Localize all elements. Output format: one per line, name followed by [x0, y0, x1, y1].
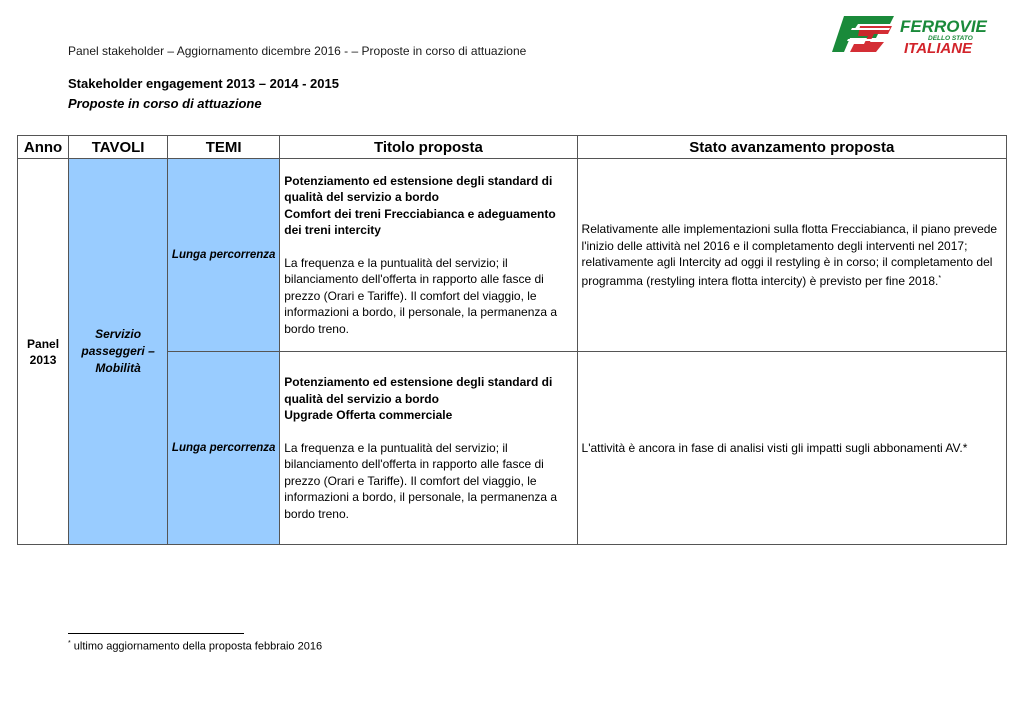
stato-text: Relativamente alle implementazioni sulla flotta Frecciabianca, il piano prevede l'inizio delle attività nel 2016 e il completamento degli interventi nel 2017; relativamente agli Intercity ad oggi il restyling è in corso; il completamento del programma (restyling intera flotta intercity) è previsto per fine 2018. [581, 222, 998, 288]
stato-text: L'attività è ancora in fase di analisi visti gli impatti sugli abbonamenti AV.* [581, 440, 968, 455]
running-header: Panel stakeholder – Aggiornamento dicembre 2016 - – Proposte in corso di attuazione [68, 44, 527, 58]
titolo-description: La frequenza e la puntualità del servizio; il bilanciamento dell'offerta in rapporto alle fasce di prezzo (Orari e Tariffe). Il comfort del viaggio, le informazioni a bordo, il personale, la permanenza a bordo treno. [284, 255, 558, 336]
stato-footnote-mark: * [938, 274, 942, 282]
titolo-cell [280, 352, 577, 545]
column-header-stato: Stato avanzamento proposta [577, 136, 1006, 159]
titolo-subheading: Upgrade Offerta commerciale [284, 408, 453, 422]
document-subtitle: Proposte in corso di attuazione [68, 96, 262, 111]
stato-cell [577, 159, 1006, 352]
column-header-anno: Anno [18, 136, 69, 159]
titolo-heading: Potenziamento ed estensione degli standard di qualità del servizio a bordo [284, 375, 553, 406]
svg-text:DELLO STATO: DELLO STATO [928, 35, 973, 42]
footnote-text: ultimo aggiornamento della proposta febbraio 2016 [73, 640, 323, 653]
table-header-row [18, 136, 1007, 159]
tema-cell: Lunga percorrenza [168, 159, 280, 352]
proposals-table [17, 135, 1007, 545]
footnote-divider [68, 633, 244, 634]
titolo-cell [280, 159, 577, 352]
document-title: Stakeholder engagement 2013 – 2014 - 2015 [68, 76, 339, 91]
titolo-heading: Potenziamento ed estensione degli standard di qualità del servizio a bordo [284, 173, 553, 205]
column-header-titolo: Titolo proposta [280, 136, 577, 159]
tavolo-cell: Servizio passeggeri – Mobilità [69, 159, 168, 545]
column-header-temi: TEMI [168, 136, 280, 159]
column-header-tavoli: TAVOLI [69, 136, 168, 159]
table-row [18, 159, 1007, 352]
anno-cell: Panel 2013 [18, 159, 69, 545]
logo-mark [832, 16, 894, 52]
footnote [68, 640, 322, 653]
stato-cell [577, 352, 1006, 545]
footnote-mark: * [68, 640, 71, 647]
tema-cell: Lunga percorrenza [168, 352, 280, 545]
ferrovie-logo-icon [830, 8, 990, 56]
titolo-description: La frequenza e la puntualità del servizio; il bilanciamento dell'offerta in rapporto alle fasce di prezzo (Orari e Tariffe). Il comfort del viaggio, le informazioni a bordo, il personale, la permanenza a bordo treno. [284, 440, 558, 521]
titolo-subheading: Comfort dei treni Frecciabianca e adeguamento dei treni intercity [284, 206, 556, 238]
svg-text:FERROVIE: FERROVIE [900, 17, 987, 36]
svg-text:ITALIANE: ITALIANE [904, 40, 973, 56]
